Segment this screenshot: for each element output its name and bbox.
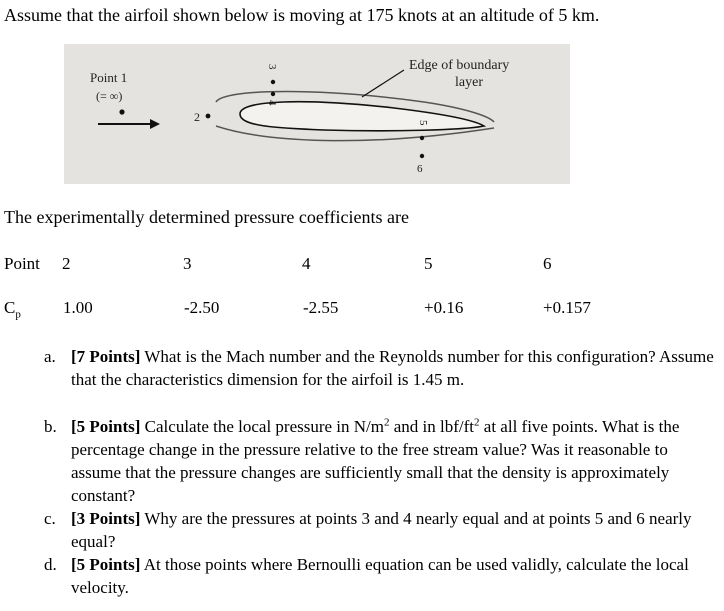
- cp-value: +0.16: [424, 298, 464, 317]
- cp-value: +0.157: [543, 298, 591, 317]
- point-row-label: Point: [4, 254, 40, 273]
- point-4-dot: [271, 92, 275, 96]
- question-c-letter: c.: [44, 509, 56, 528]
- question-a: [7 Points] What is the Mach number and the Reynolds number for this configuration? Assume that the characteristics dimension for the airfoil is 1.45 m.: [71, 347, 714, 389]
- question-b: [5 Points] Calculate the local pressure in $N/m^2$ and in lbf/$ft^2$ at all five points. What is the percentage change in the pressure relative to the free stream value? Was it reasonable to assume that the pressure changes are sufficiently small that the density is approximately constant?: [71, 416, 680, 505]
- point-5-label: 5: [417, 120, 429, 126]
- cp-value: -2.50: [184, 298, 220, 317]
- question-a-letter: a.: [44, 347, 56, 366]
- question-c: [3 Points] Why are the pressures at points 3 and 4 nearly equal and at points 5 and 6 nearly equal?: [71, 509, 692, 551]
- point-2-label: 2: [194, 110, 200, 124]
- point-3-label: 3: [266, 64, 278, 70]
- boundary-label-line1: Edge of boundary: [409, 58, 510, 73]
- point-value: 6: [543, 254, 552, 273]
- problem-intro: Assume that the airfoil shown below is moving at 175 knots at an altitude of 5 km.: [4, 5, 600, 25]
- point-value: 2: [62, 254, 71, 273]
- point-value: 4: [302, 254, 311, 273]
- cp-value: -2.55: [303, 298, 339, 317]
- cp-row-label: $C_p$: [4, 298, 21, 321]
- boundary-label-line2: layer: [455, 75, 483, 90]
- point-6-label: 6: [417, 163, 423, 175]
- point-6-dot: [420, 154, 424, 158]
- point-1-sublabel: (= ∞): [96, 89, 123, 103]
- question-b-letter: b.: [44, 417, 57, 436]
- point-1-label: Point 1: [90, 70, 128, 85]
- airfoil-figure: [64, 44, 570, 184]
- table-caption: The experimentally determined pressure coefficients are: [4, 207, 409, 227]
- point-4-label: 4: [266, 100, 278, 106]
- question-d: [5 Points] At those points where Bernoulli equation can be used validly, calculate the local velocity.: [71, 555, 689, 597]
- point-value: 5: [424, 254, 433, 273]
- point-5-dot: [420, 136, 424, 140]
- cp-value: 1.00: [63, 298, 93, 317]
- point-2-dot: [206, 114, 211, 119]
- point-value: 3: [183, 254, 192, 273]
- question-d-letter: d.: [44, 555, 57, 574]
- point-3-dot: [271, 80, 275, 84]
- point-1-dot: [119, 109, 124, 114]
